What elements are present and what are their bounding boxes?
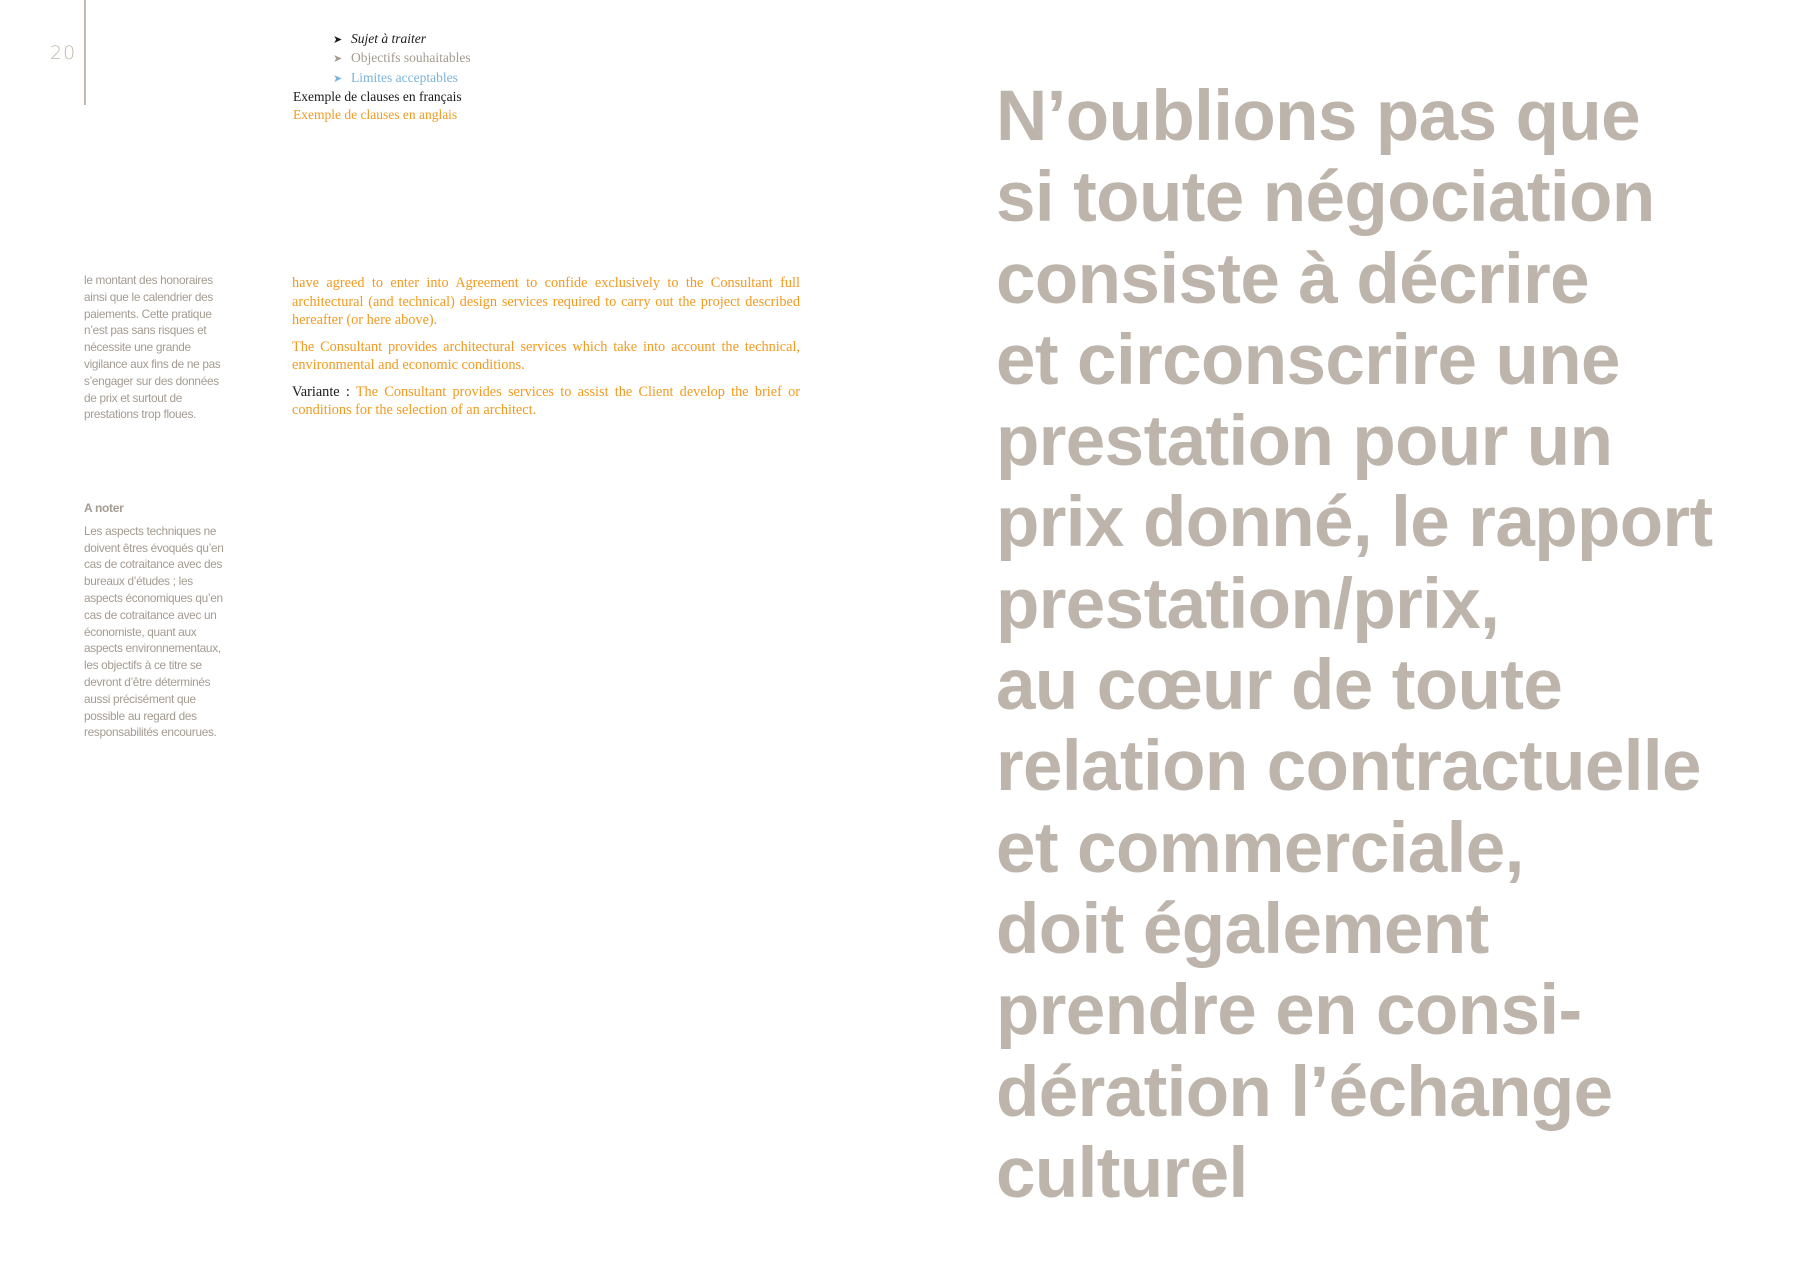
- pull-quote-line: prestation pour un: [996, 402, 1613, 482]
- pull-quote-line: N’oublions pas que: [996, 77, 1641, 156]
- side-note-text: Les aspects techniques ne doivent êtres évoqués qu’en cas de cotraitance avec des bureaux d’études ; les aspects économiques qu’en cas de cotraitance avec un économiste, quant aux aspects environnementaux, les objectifs à ce titre se devront d’être déterminés aussi précisément que possible au regard des responsabilités encourues.: [84, 523, 224, 740]
- english-clauses: [292, 274, 800, 428]
- margin-rule: [84, 0, 86, 105]
- nav-item-limites-acceptables[interactable]: [293, 69, 471, 88]
- side-note-heading: A noter: [84, 501, 124, 515]
- pull-quote-line: au cœur de toute: [996, 646, 1563, 726]
- nav-item-sujet-a-traiter[interactable]: [293, 30, 471, 49]
- clause-paragraph: The Consultant provides architectural services which take into account the technical, environmental and economic conditions.: [292, 338, 800, 373]
- nav-item-label: Objectifs souhaitables: [351, 50, 471, 66]
- nav-item-objectifs-souhaitables[interactable]: [293, 49, 471, 68]
- pull-quote-line: et circonscrire une: [996, 320, 1620, 400]
- nav-item-label: Sujet à traiter: [351, 31, 426, 46]
- variante-label: Variante :: [292, 383, 350, 400]
- pull-quote-line: culturel: [996, 1133, 1248, 1213]
- variante-text: The Consultant provides services to assist the Client develop the brief or conditions for the selection of an architect.: [292, 383, 800, 418]
- pull-quote: [996, 76, 1776, 1214]
- pull-quote-line: prix donné, le rapport: [996, 483, 1713, 563]
- pull-quote-line: doit également: [996, 889, 1489, 969]
- arrow-right-icon: ➤: [333, 34, 343, 46]
- pull-quote-line: si toute négociation: [996, 158, 1655, 238]
- pull-quote-line: et commerciale,: [996, 808, 1524, 888]
- clause-paragraph: have agreed to enter into Agreement to confide exclusively to the Consultant full architectural (and technical) design services required to carry out the project described hereafter (or here above).: [292, 275, 800, 328]
- page-number: 20: [50, 42, 77, 64]
- nav-item-label: Limites acceptables: [351, 69, 458, 85]
- nav-item-clauses-anglais[interactable]: Exemple de clauses en anglais: [293, 107, 458, 123]
- pull-quote-line: prendre en consi-: [996, 971, 1582, 1051]
- pull-quote-line: prestation/prix,: [996, 564, 1500, 644]
- pull-quote-line: consiste à décrire: [996, 239, 1590, 319]
- clause-variante: [292, 383, 800, 420]
- side-note: [84, 272, 234, 423]
- pull-quote-line: relation contractuelle: [996, 727, 1701, 807]
- section-nav: [293, 30, 471, 124]
- pull-quote-line: dération l’échange: [996, 1052, 1613, 1132]
- arrow-right-icon: ➤: [333, 53, 343, 66]
- side-note-text: le montant des honoraires ainsi que le calendrier des paiements. Cette pratique n’est pas sans risques et nécessite une grande vigilance aux fins de ne pas s’engager sur des données de prix et surtout de prestations trop floues.: [84, 273, 221, 422]
- nav-item-clauses-francais[interactable]: Exemple de clauses en français: [293, 88, 462, 104]
- side-note-a-noter: [84, 500, 234, 741]
- arrow-right-icon: ➤: [333, 72, 343, 85]
